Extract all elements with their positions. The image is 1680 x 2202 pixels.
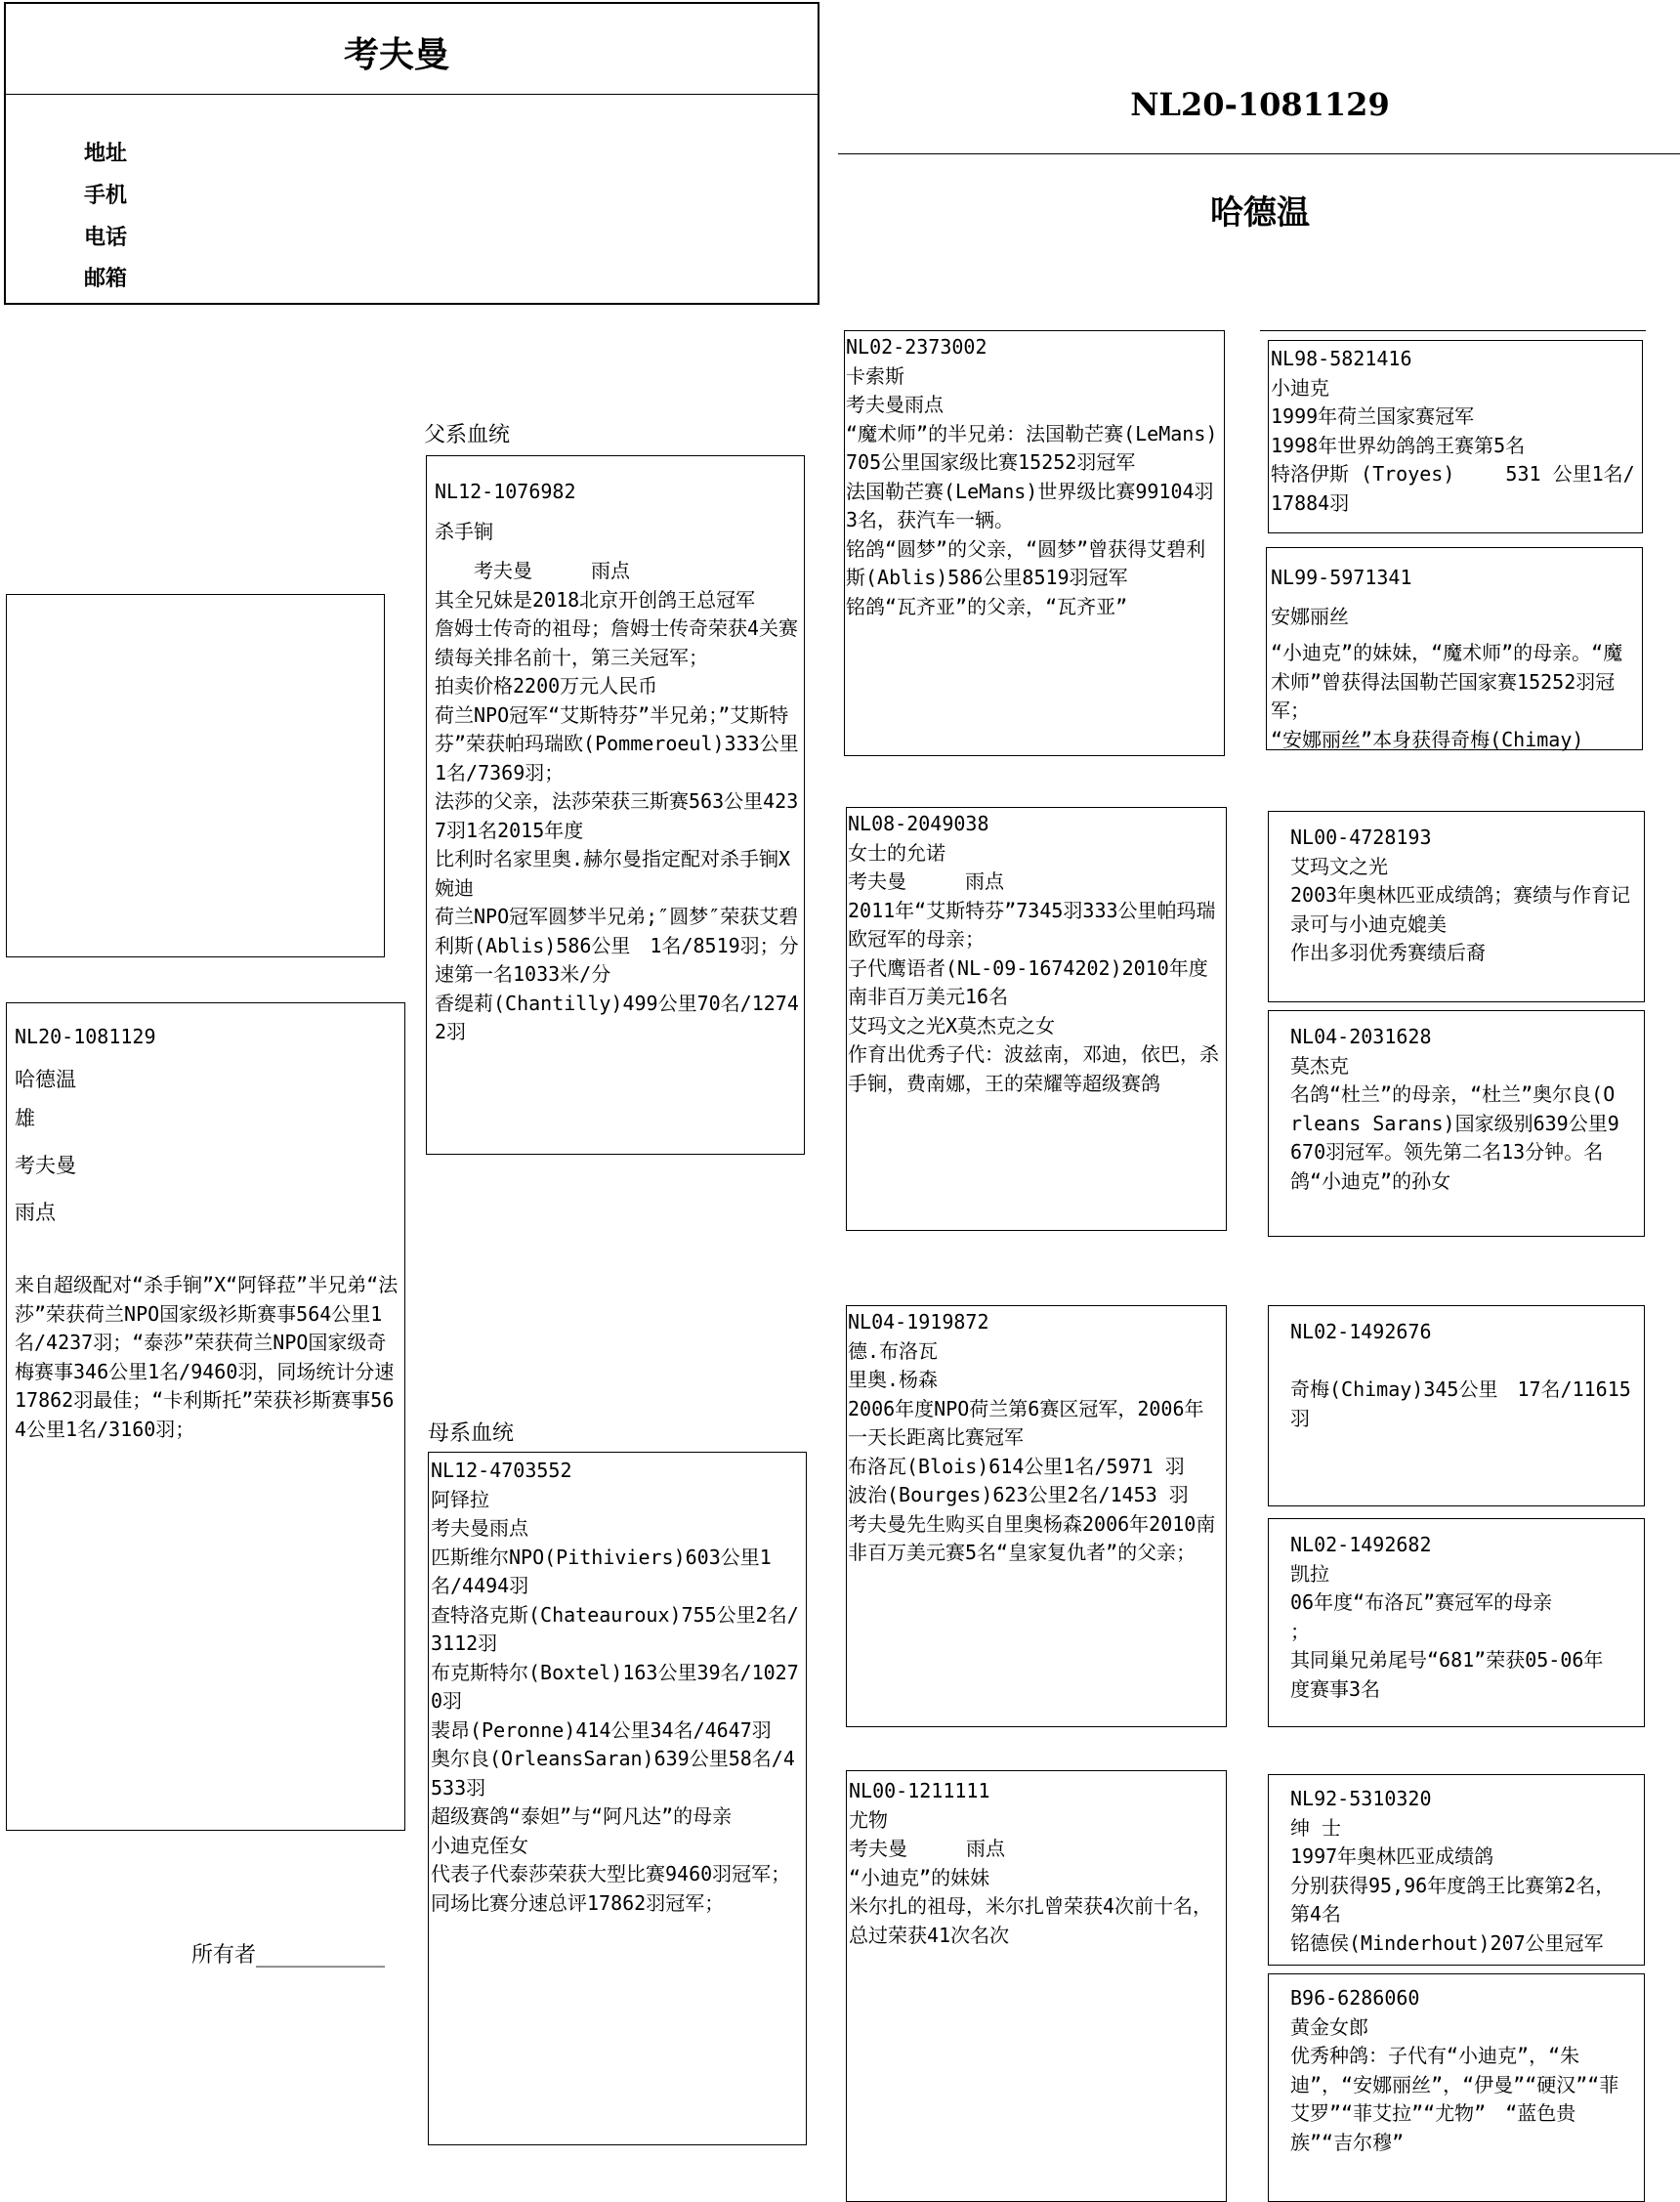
- great-grandparent-text: [1271, 345, 1638, 518]
- great-grandparent-line: 铭德侯(Minderhout)207公里冠军: [1290, 1930, 1604, 1955]
- dam-line: 超级赛鸽“泰妲”与“阿凡达”的母亲: [431, 1804, 733, 1828]
- dam-line: 小迪克侄女: [431, 1833, 528, 1857]
- owner-signature-label: 所有者____________: [191, 1943, 386, 1968]
- grandparent-text: [846, 333, 1221, 621]
- great-grandparent-ring: NL02-1492676: [1290, 1320, 1432, 1343]
- great-grandparent-name: 安娜丽丝: [1271, 604, 1349, 628]
- great-grandparent-line: 2003年奥林匹亚成绩鸽；赛绩与作育记录可与小迪克媲美: [1290, 883, 1631, 936]
- grandparent-ring: NL00-1211111: [849, 1779, 990, 1802]
- great-grandparent-name: 小迪克: [1271, 375, 1329, 400]
- great-grandparent-text: [1271, 564, 1638, 754]
- great-grandparent-text: [1290, 1531, 1620, 1704]
- sire-line: 詹姆士传奇的祖母；詹姆士传奇荣获4关赛绩每关排名前十，第三关冠军；: [435, 616, 799, 669]
- great-grandparent-ring: NL98-5821416: [1271, 347, 1412, 370]
- contact-label-email: 邮箱: [84, 267, 128, 291]
- great-grandparent-name: [1290, 1347, 1638, 1376]
- grandparent-line: 考夫曼雨点: [846, 393, 944, 416]
- grandparent-line: 考夫曼 雨点: [849, 1837, 1005, 1860]
- great-grandparent-name: 莫杰克: [1290, 1053, 1349, 1078]
- grandparent-text: [848, 810, 1223, 1098]
- great-grandparent-text: [1290, 824, 1638, 968]
- grandparent-line: 铭鸽“瓦齐亚”的父亲，“瓦齐亚”: [846, 594, 1128, 618]
- grandparent-line: 考夫曼 雨点: [848, 869, 1004, 893]
- owner-header-box: [4, 2, 819, 305]
- photo-placeholder: [6, 594, 385, 957]
- great-grandparent-box-2: [1266, 547, 1643, 750]
- subject-ring: NL20-1081129: [15, 1025, 156, 1048]
- subject-name: 哈德温: [15, 1068, 76, 1091]
- grandparent-line: 2006年度NPO荷兰第6赛区冠军，2006年一天长距离比赛冠军: [848, 1396, 1204, 1449]
- great-grandparent-line: 其同巢兄弟尾号“681”荣获05-06年 度赛事3名: [1290, 1648, 1604, 1701]
- great-grandparent-ring: NL00-4728193: [1290, 826, 1432, 849]
- sire-line: 法莎的父亲，法莎荣获三斯赛563公里4237羽1名2015年度: [435, 789, 799, 842]
- owner-name: 考夫曼: [343, 35, 449, 75]
- great-grandparent-text: [1290, 1785, 1625, 1961]
- grandparent-text: [848, 1308, 1223, 1568]
- dam-box: [428, 1452, 807, 2145]
- pigeon-name-title: 哈德温: [1210, 193, 1310, 233]
- contact-label-phone: 电话: [84, 226, 128, 250]
- dam-line: 查特洛克斯(Chateauroux)755公里2名/3112羽: [431, 1602, 799, 1655]
- grandparent-text: [849, 1777, 1224, 1950]
- grandparent-line: 艾玛文之光X莫杰克之女: [848, 1013, 1056, 1037]
- grandparent-ring: NL08-2049038: [848, 812, 989, 835]
- dam-text: [431, 1457, 802, 1918]
- dam-line-label: 母系血统: [428, 1421, 515, 1446]
- owner-header-divider: [6, 94, 818, 95]
- great-grandparent-text: [1290, 1318, 1638, 1433]
- great-grandparent-text: [1290, 1984, 1624, 2157]
- pigeon-ring-title: NL20-1081129: [1130, 86, 1390, 123]
- great-grandparent-name: 艾玛文之光: [1290, 854, 1388, 878]
- great-grandparent-line: “小迪克”的妹妹，“魔术师”的母亲。“魔术师”曾获得法国勒芒国家赛15252羽冠军；: [1271, 641, 1623, 722]
- great-grandparent-box-7: [1268, 1774, 1645, 1966]
- great-grandparent-box-8: [1268, 1973, 1645, 2202]
- grandparent-name: 女士的允诺: [848, 840, 945, 865]
- sire-line: 其全兄妹是2018北京开创鸽王总冠军: [435, 587, 756, 612]
- grandparent-line: 布洛瓦(Blois)614公里1名/5971 羽: [848, 1454, 1185, 1478]
- granddam-paternal-box: [846, 807, 1227, 1231]
- great-grandparent-ring: NL04-2031628: [1290, 1025, 1432, 1048]
- sire-breeder: 考夫曼 雨点: [435, 559, 630, 582]
- grandsire-paternal-box: [844, 330, 1225, 756]
- great-grandparent-line: 特洛伊斯 (Troyes) 531 公里1名/17884羽: [1271, 462, 1635, 515]
- great-grandparent-name: 凯拉: [1290, 1561, 1329, 1586]
- grandparent-line: 2011年“艾斯特芬”7345羽333公里帕玛瑞欧冠军的母亲；: [848, 898, 1216, 951]
- sire-line: 荷兰NPO冠军“艾斯特芬”半兄弟；”艾斯特芬”荣获帕玛瑞欧(Pommeroeul)333公里1名/7369羽；: [435, 702, 799, 784]
- grandparent-line: 波治(Bourges)623公里2名/1453 羽: [848, 1483, 1189, 1506]
- great-grandparent-line: 名鸽“杜兰”的母亲，“杜兰”奥尔良(Orleans Sarans)国家级别639公里9670羽冠军。领先第二名13分钟。名鸽“小迪克”的孙女: [1290, 1082, 1619, 1193]
- dam-name: 阿铎拉: [431, 1487, 489, 1511]
- great-grandparent-box-3: [1268, 811, 1645, 1002]
- great-grandparent-text: [1290, 1023, 1620, 1196]
- grandparent-line: 里奥.杨森: [848, 1368, 939, 1391]
- great-grandparent-line: “安娜丽丝”本身获得奇梅(Chimay): [1271, 727, 1584, 751]
- granddam-maternal-box: [846, 1770, 1227, 2202]
- grandparent-name: 尤物: [849, 1807, 888, 1832]
- great-grandparent-name: 绅 士: [1290, 1815, 1342, 1840]
- subject-description: 来自超级配对“杀手锏”X“阿铎菈”半兄弟“法莎”荣获荷兰NPO国家级衫斯赛事564公里1名/4237羽；“泰莎”荣获荷兰NPO国家级奇梅赛事346公里1名/9460羽，同场统计分速17862羽最佳；“卡利斯托”荣获衫斯赛事564公里1名/3160羽；: [15, 1273, 399, 1441]
- subject-box: [6, 1002, 405, 1831]
- great-grandparent-box-6: [1268, 1518, 1645, 1727]
- header-divider: [838, 153, 1680, 154]
- grandparent-ring: NL02-2373002: [846, 335, 987, 359]
- sire-box: [426, 455, 805, 1155]
- sire-line: 拍卖价格2200万元人民币: [435, 674, 658, 698]
- great-grandparent-line: ；: [1290, 1619, 1310, 1643]
- grandparent-line: 米尔扎的祖母，米尔扎曾荣获4次前十名，总过荣获41次名次: [849, 1894, 1213, 1947]
- dam-ring: NL12-4703552: [431, 1459, 572, 1482]
- great-grandparent-box-1: [1268, 340, 1643, 533]
- dam-breeder: 考夫曼雨点: [431, 1516, 528, 1540]
- sire-line: 香缇莉(Chantilly)499公里70名/12742羽: [435, 991, 799, 1043]
- grandparent-line: 法国勒芒赛(LeMans)世界级比赛99104羽3名，获汽车一辆。: [846, 479, 1214, 531]
- great-grandparent-ring: NL02-1492682: [1290, 1533, 1432, 1556]
- grandparent-line: 考夫曼先生购买自里奥杨森2006年2010南非百万美元赛5名“皇家复仇者”的父亲；: [848, 1511, 1216, 1564]
- dam-line: 布克斯特尔(Boxtel)163公里39名/10270羽: [431, 1660, 799, 1713]
- great-grandparent-line: 分别获得95,96年度鸽王比赛第2名， 第4名: [1290, 1873, 1625, 1926]
- sire-line: 比利时名家里奥.赫尔曼指定配对杀手锏X婉迪: [435, 847, 791, 900]
- contact-label-mobile: 手机: [84, 184, 128, 208]
- great-grandparent-line: 1997年奥林匹亚成绩鸽: [1290, 1844, 1494, 1868]
- great-grandparent-ring: NL92-5310320: [1290, 1787, 1432, 1810]
- grandparent-name: 德.布洛瓦: [848, 1338, 939, 1363]
- dam-line: 代表子代泰莎荣获大型比赛9460羽冠军；同场比赛分速总评17862羽冠军；: [431, 1862, 791, 1915]
- great-grandparent-box-4: [1268, 1010, 1645, 1237]
- great-grandparent-line: 06年度“布洛瓦”赛冠军的母亲: [1290, 1590, 1553, 1614]
- great-grandparent-line: 优秀种鸽：子代有“小迪克”，“朱迪”，“安娜丽丝”，“伊曼”“硬汉”“菲艾罗”“菲艾拉”“尤物” “蓝色贵族”“吉尔穆”: [1290, 2044, 1619, 2154]
- grandparent-ring: NL04-1919872: [848, 1310, 989, 1334]
- grandparent-line: 铭鸽“圆梦”的父亲，“圆梦”曾获得艾碧利斯(Ablis)586公里8519羽冠军: [846, 536, 1206, 589]
- grandparent-line: 作育出优秀子代：波兹南，邓迪，依巴，杀手锏，费南娜，王的荣耀等超级赛鸽: [848, 1042, 1219, 1095]
- sire-line: 荷兰NPO冠军圆梦半兄弟;″圆梦″荣获艾碧利斯(Ablis)586公里 1名/8519羽；分速第一名1033米/分: [435, 905, 799, 986]
- subject-sex: 雄: [15, 1107, 35, 1130]
- top-right-rule: [1260, 330, 1646, 331]
- great-grandparent-line: 1998年世界幼鸽鸽王赛第5名: [1271, 433, 1526, 457]
- subject-breeder: 考夫曼: [15, 1154, 76, 1177]
- grandparent-line: 子代鹰语者(NL-09-1674202)2010年度南非百万美元16名: [848, 955, 1208, 1008]
- dam-line: 裴昂(Peronne)414公里34名/4647羽: [431, 1717, 772, 1742]
- dam-line: 匹斯维尔NPO(Pithiviers)603公里1名/4494羽: [431, 1545, 772, 1597]
- sire-text: [435, 478, 800, 1047]
- great-grandparent-ring: NL99-5971341: [1271, 566, 1412, 589]
- great-grandparent-ring: B96-6286060: [1290, 1986, 1420, 2010]
- grandparent-name: 卡索斯: [846, 363, 904, 388]
- grandparent-line: “小迪克”的妹妹: [849, 1865, 990, 1889]
- sire-ring: NL12-1076982: [435, 480, 576, 503]
- great-grandparent-box-5: [1268, 1305, 1645, 1506]
- dam-line: 奥尔良(OrleansSaran)639公里58名/4533羽: [431, 1747, 795, 1800]
- great-grandparent-line: 作出多羽优秀赛绩后裔: [1290, 941, 1486, 964]
- contact-label-address: 地址: [84, 142, 128, 166]
- sire-name: 杀手锏: [435, 519, 493, 543]
- great-grandparent-line: 1999年荷兰国家赛冠军: [1271, 404, 1475, 428]
- subject-color: 雨点: [15, 1201, 56, 1224]
- sire-line-label: 父系血统: [424, 423, 511, 447]
- grandparent-line: “魔术师”的半兄弟：法国勒芒赛(LeMans)705公里国家级比赛15252羽冠军: [846, 421, 1218, 474]
- grandsire-maternal-box: [846, 1305, 1227, 1727]
- great-grandparent-line: 奇梅(Chimay)345公里 17名/11615羽: [1290, 1377, 1631, 1430]
- great-grandparent-name: 黄金女郎: [1290, 2014, 1368, 2039]
